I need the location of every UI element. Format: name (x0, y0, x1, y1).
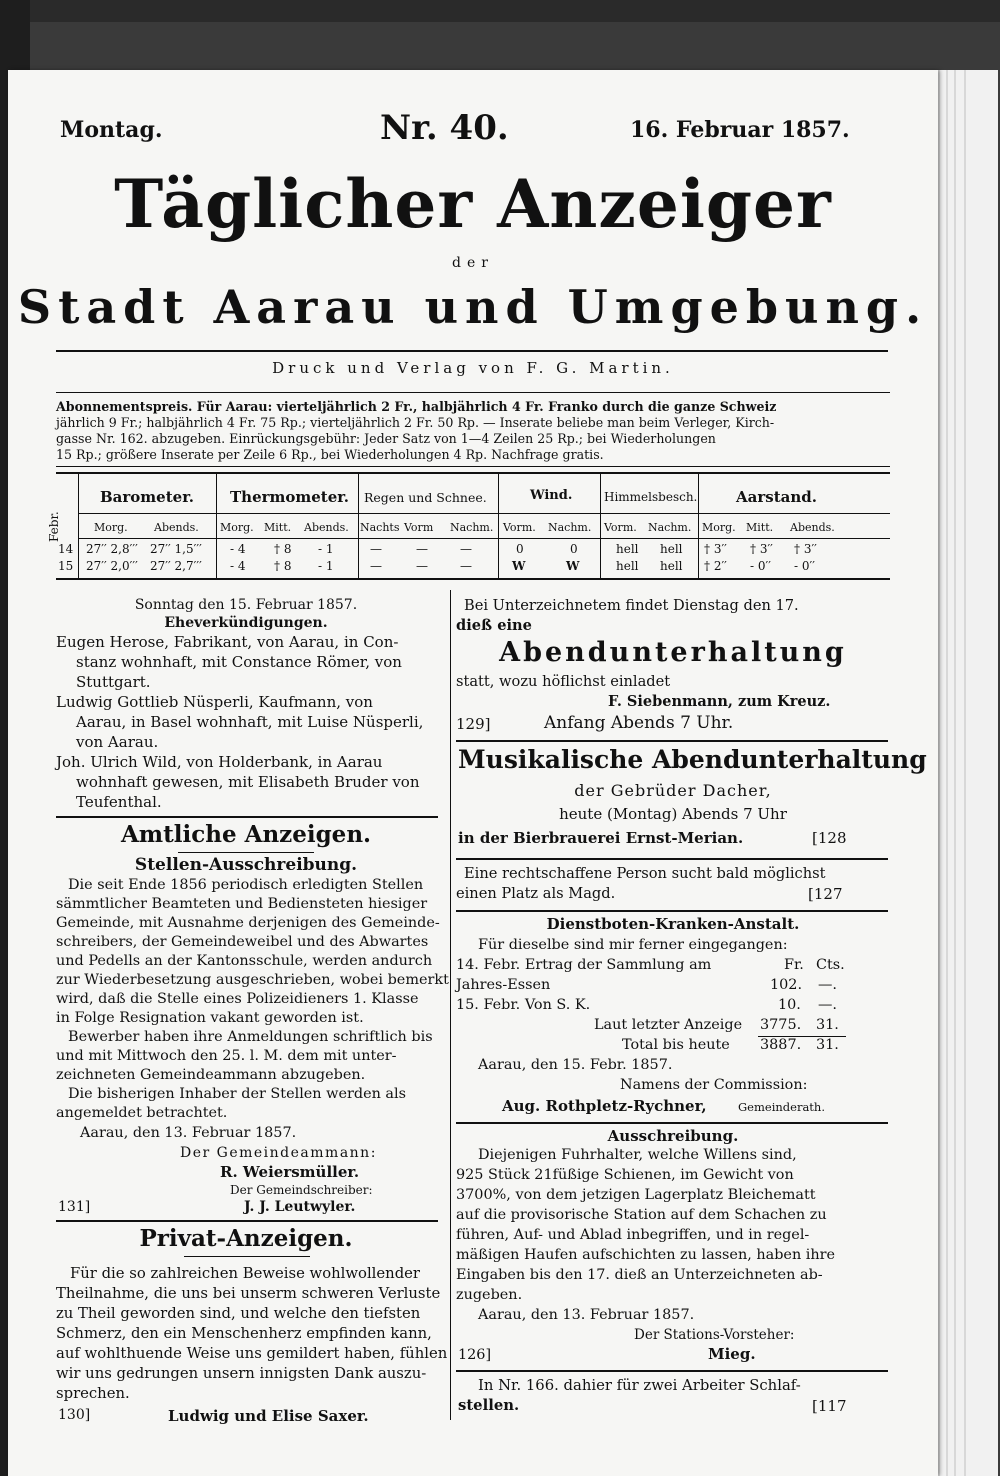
weather-sub-river-noon: Mitt. (746, 521, 774, 534)
tender-date: Aarau, den 13. Februar 1857. (478, 1307, 695, 1323)
section-rule (456, 858, 888, 860)
weather-header-barometer: Barometer. (100, 488, 194, 506)
newspaper-title: Täglicher Anzeiger (114, 165, 832, 243)
scan-background-top (0, 0, 1000, 22)
issue-number: Nr. 40. (380, 108, 509, 148)
weather-header-river: Aarstand. (736, 488, 817, 506)
weather-cell: † 3′′ (704, 542, 727, 556)
donation-francs: 3887. (760, 1037, 802, 1053)
servant-hospital-intro: Für dieselbe sind mir ferner eingegangen: (478, 937, 788, 953)
newspaper-subtitle: Stadt Aarau und Umgebung. (17, 280, 929, 334)
weather-cell: † 8 (274, 542, 292, 556)
weather-cell: 0 (570, 542, 578, 556)
masthead-rule (56, 350, 888, 352)
maid-notice-line-2: einen Platz als Magd. (456, 885, 616, 902)
job-posting-title: Stellen-Ausschreibung. (134, 855, 358, 875)
weather-side-label: Febr. (47, 511, 61, 542)
commission-signature: Aug. Rothpletz-Rychner, (502, 1097, 707, 1115)
weather-sub-sky-forenoon: Vorm. (604, 521, 637, 534)
weather-sub-baro-evening: Abends. (154, 521, 199, 534)
weather-cell: † 3′′ (750, 542, 773, 556)
maid-notice-line-1: Eine rechtschaffene Person sucht bald möglichst (464, 865, 826, 882)
section-rule (456, 1122, 888, 1124)
weather-header-sky: Himmelsbesch. (604, 490, 698, 504)
private-notices-title: Privat-Anzeigen. (139, 1225, 353, 1252)
notice-number: [127 (808, 885, 843, 903)
evening-invite: statt, wozu höflichst einladet (456, 673, 671, 690)
weather-header-thermometer: Thermometer. (230, 488, 350, 506)
donation-label: Jahres-Essen (456, 977, 551, 993)
lodging-notice-line-1: In Nr. 166. dahier für zwei Arbeiter Schlaf- (478, 1377, 801, 1394)
mayor-name: R. Weiersmüller. (220, 1163, 360, 1181)
weather-sub-therm-morning: Morg. (220, 521, 254, 534)
mayor-label: Der Gemeindeammann: (180, 1145, 377, 1161)
weather-cell: 27′′ 2,7′′′ (150, 559, 202, 573)
subscription-line-3: gasse Nr. 162. abzugeben. Einrückungsgebühr: Jeder Satz von 1—4 Zeilen 25 Rp.; bei Wiederholungen (56, 431, 716, 446)
commission-label: Namens der Commission: (620, 1077, 808, 1093)
donation-label: 15. Febr. Von S. K. (456, 997, 591, 1013)
weather-cell: — (460, 559, 472, 573)
donation-cents: —. (818, 977, 837, 993)
weather-cell: W (512, 559, 526, 573)
section-rule (456, 1370, 888, 1372)
notice-number: [128 (812, 829, 847, 847)
printer-line: Druck und Verlag von F. G. Martin. (272, 359, 674, 377)
section-rule (456, 910, 888, 912)
section-rule (56, 1220, 438, 1222)
donation-label: Total bis heute (622, 1037, 730, 1053)
servant-hospital-title: Dienstboten-Kranken-Anstalt. (546, 915, 800, 933)
notice-number: [117 (812, 1397, 847, 1415)
donation-label: Laut letzter Anzeige (594, 1017, 743, 1033)
title-underline (178, 852, 314, 853)
concert-line-2: heute (Montag) Abends 7 Uhr (559, 805, 787, 823)
tender-title: Ausschreibung. (607, 1127, 739, 1145)
title-underline (184, 1256, 310, 1257)
evening-intro-2: dieß eine (456, 617, 532, 634)
weather-cell: hell (660, 559, 683, 573)
subscription-line-1: Abonnementspreis. Für Aarau: vierteljährlich 2 Fr., halbjährlich 4 Fr. Franko durch die ganze Schweiz (56, 399, 777, 414)
subscription-line-4: 15 Rp.; größere Inserate per Zeile 6 Rp., bei Wiederholungen 4 Rp. Nachfrage gratis. (56, 447, 604, 462)
marriage-banns-title: Eheverkündigungen. (164, 615, 328, 631)
weather-cell: 27′′ 2,0′′′ (86, 559, 138, 573)
weekday: Montag. (60, 117, 163, 143)
weather-cell: - 4 (230, 559, 246, 573)
weather-header-rain: Regen und Schnee. (364, 490, 487, 505)
weather-cell: W (566, 559, 580, 573)
servant-hospital-date: Aarau, den 15. Febr. 1857. (478, 1057, 673, 1073)
section-rule (56, 816, 438, 818)
weather-cell: 27′′ 2,8′′′ (86, 542, 138, 556)
weather-sub-rain-afternoon: Nachm. (450, 521, 494, 534)
weather-sub-sky-afternoon: Nachm. (648, 521, 692, 534)
evening-intro-1: Bei Unterzeichnetem findet Dienstag den 17. (464, 597, 799, 614)
weather-cell: 27′′ 1,5′′′ (150, 542, 202, 556)
evening-title: Abendunterhaltung (499, 637, 847, 668)
weather-cell: † 2′′ (704, 559, 727, 573)
station-master-label: Der Stations-Vorsteher: (634, 1327, 795, 1343)
title-der: der (452, 255, 494, 271)
weather-cell: hell (660, 542, 683, 556)
subscription-top-rule (56, 392, 890, 393)
donation-cents: Cts. (816, 957, 845, 973)
subscription-line-2: jährlich 9 Fr.; halbjährlich 4 Fr. 75 Rp.; vierteljährlich 2 Fr. 50 Rp. — Inserate beliebe man beim Verleger, Kirch- (56, 415, 775, 430)
donation-cents: —. (818, 997, 837, 1013)
donation-francs: 102. (770, 977, 803, 993)
weather-cell: — (416, 542, 428, 556)
weather-cell: - 0′′ (750, 559, 771, 573)
weather-sub-river-evening: Abends. (790, 521, 835, 534)
section-rule (456, 740, 888, 742)
concert-title: Musikalische Abendunterhaltung (458, 745, 927, 774)
weather-sub-wind-forenoon: Vorm. (503, 521, 536, 534)
donation-cents: 31. (816, 1037, 839, 1053)
weather-cell: † 8 (274, 559, 292, 573)
clerk-label: Der Gemeindschreiber: (230, 1183, 373, 1197)
weather-sub-rain-forenoon: Vorm (404, 521, 434, 534)
official-notices-title: Amtliche Anzeigen. (120, 821, 372, 848)
weather-cell: — (460, 542, 472, 556)
weather-sub-therm-noon: Mitt. (264, 521, 292, 534)
issue-date: 16. Februar 1857. (630, 117, 850, 143)
column-divider (450, 590, 451, 1420)
weather-header-wind: Wind. (530, 488, 573, 503)
donation-label: 14. Febr. Ertrag der Sammlung am (456, 957, 712, 973)
subscription-bottom-rule (56, 466, 890, 467)
weather-cell: 14 (58, 542, 74, 556)
weather-cell: - 4 (230, 542, 246, 556)
notice-number: 129] (456, 715, 491, 733)
weather-cell: 0 (516, 542, 524, 556)
evening-start-time: Anfang Abends 7 Uhr. (544, 713, 734, 733)
private-notice-signature: Ludwig und Elise Saxer. (168, 1407, 369, 1425)
clerk-name: J. J. Leutwyler. (244, 1199, 356, 1215)
sunday-line: Sonntag den 15. Februar 1857. (134, 597, 358, 613)
weather-sub-wind-afternoon: Nachm. (548, 521, 592, 534)
donation-francs: 10. (778, 997, 801, 1013)
donation-francs: 3775. (760, 1017, 802, 1033)
station-master-name: Mieg. (708, 1345, 756, 1363)
weather-cell: hell (616, 559, 639, 573)
weather-sub-river-morning: Morg. (702, 521, 736, 534)
weather-cell: † 3′′ (794, 542, 817, 556)
weather-cell: - 0′′ (794, 559, 815, 573)
weather-cell: - 1 (318, 542, 334, 556)
weather-cell: — (416, 559, 428, 573)
notice-number: 130] (58, 1407, 91, 1423)
job-posting-date: Aarau, den 13. Februar 1857. (80, 1125, 297, 1141)
weather-sub-baro-morning: Morg. (94, 521, 128, 534)
weather-cell: hell (616, 542, 639, 556)
notice-number: 126] (458, 1347, 492, 1363)
weather-sub-therm-evening: Abends. (304, 521, 349, 534)
newspaper-page: Montag. Nr. 40. 16. Februar 1857. Täglicher Anzeiger der Stadt Aarau und Umgebung. Druck und Verlag von F. G. Martin. Abonnementspreis. Für Aarau: vierteljährlich 2 Fr., halbjährlich 4 Fr. Franko durch die ganze Schweiz jährlich 9 Fr.; halbjährlich 4 Fr. 75 Rp.; vierteljährlich 2 Fr. 50 Rp. — Inserate beliebe man beim Verleger, Kirch- gasse Nr. 162. abzugeben. Einrückungsgebühr: Jeder Satz von 1—4 Zeilen 25 Rp.; bei Wiederholungen 15 Rp.; größere Inserate per Zeile 6 Rp., bei Wiederholungen 4 Rp. Nachfrage gratis. Febr. Barometer. Thermometer. Regen und Schnee. Wind. Himmelsbesch. Aarstand. Morg. Abends. Morg. Mitt. Abends. Nachts Vorm Nachm. Vorm. Nachm. Vorm. Nachm. Morg. Mitt. Abends. 14 27′′ 2,8′′′ 27′′ 1,5′′′ - 4 † 8 - 1 — — — 0 0 hell hell † 3′′ † 3′′ † 3′′ 15 27′′ 2,0′′′ 27′′ 2,7′′′ - 4 † 8 - 1 — — — W W hell hell † 2′′ - 0′′ - 0′′ Sonntag den 15. Februar 1857. Eheverkündigungen. Eugen Herose, Fabrikant, von Aarau, in Con- stanz wohnhaft, mit Constance Römer, von Stuttgart. Ludwig Gottlieb Nüsperli, Kaufmann, von Aarau, in Basel wohnhaft, mit Luise Nüsperli, von Aarau. Joh. Ulrich Wild, von Holderbank, in Aarau wohnhaft gewesen, mit Elisabeth Bruder von Teufenthal. Amtliche Anzeigen. Stellen-Ausschreibung. Die seit Ende 1856 periodisch erledigten Stellen sämmtlicher Beamteten und Bediensteten hiesiger Gemeinde, mit Ausnahme derjenigen des Gemeinde- schreibers, der Gemeindeweibel und des Abwartes und Pedells an der Kantonsschule, werden andurch zur Wiederbesetzung ausgeschrieben, wobei bemerkt wird, daß die Stelle eines Polizeidieners 1. Klasse in Folge Resignation vakant geworden ist. Bewerber haben ihre Anmeldungen schriftlich bis und mit Mittwoch den 25. l. M. dem mit unter- zeichneten Gemeindeammann abzugeben. Die bisherigen Inhaber der Stellen werden als angemeldet betrachtet. Aarau, den 13. Februar 1857. Der Gemeindeammann: R. Weiersmüller. Der Gemeindschreiber: 131] J. J. Leutwyler. Privat-Anzeigen. Für die so zahlreichen Beweise wohlwollender Theilnahme, die uns bei unserm schweren Verluste zu Theil geworden sind, und welche den tiefsten Schmerz, den ein Menschenherz empfinden kann, auf wohlthuende Weise uns gemildert haben, fühlen wir uns gedrungen unsern innigsten Dank auszu- sprechen. 130] Ludwig und Elise Saxer. Bei Unterzeichnetem findet Dienstag den 17. dieß eine Abendunterhaltung statt, wozu höflichst einladet F. Siebenmann, zum Kreuz. 129] Anfang Abends 7 Uhr. Musikalische Abendunterhaltung der Gebrüder Dacher, heute (Montag) Abends 7 Uhr in der Bierbrauerei Ernst-Merian. [128 Eine rechtschaffene Person sucht bald möglichst einen Platz als Magd. [127 Dienstboten-Kranken-Anstalt. Für dieselbe sind mir ferner eingegangen: 14. Febr. Ertrag der Sammlung am Fr. Cts. Jahres-Essen 102. —. 15. Febr. Von S. K. 10. —. Laut letzter Anzeige 3775. 31. Total bis heute 3887. 31. Aarau, den 15. Febr. 1857. Namens der Commission: Aug. Rothpletz-Rychner, Gemeinderath. Ausschreibung. Diejenigen Fuhrhalter, welche Willens sind, 925 Stück 21füßige Schienen, im Gewicht von 3700%, von dem jetzigen Lagerplatz Bleichematt auf die provisorische Station auf dem Schachen zu führen, Auf- und Ablad inbegriffen, und in regel- mäßigen Haufen aufschichten zu lassen, haben ihre Eingaben bis den 17. dieß an Unterzeichneten ab- zugeben. Aarau, den 13. Februar 1857. Der Stations-Vorsteher: 126] Mieg. In Nr. 166. dahier für zwei Arbeiter Schlaf- stellen. [117 (8, 70, 938, 1476)
lodging-notice-line-2: stellen. (458, 1397, 520, 1414)
concert-line-3: in der Bierbrauerei Ernst-Merian. (458, 829, 744, 847)
weather-cell: — (370, 542, 382, 556)
donation-francs: Fr. (784, 957, 804, 973)
weather-cell: 15 (58, 559, 74, 573)
donation-cents: 31. (816, 1017, 839, 1033)
weather-cell: — (370, 559, 382, 573)
commission-role: Gemeinderath. (738, 1100, 825, 1114)
page-stack-edges (930, 70, 1000, 1476)
weather-cell: - 1 (318, 559, 334, 573)
notice-number: 131] (58, 1199, 91, 1215)
concert-line-1: der Gebrüder Dacher, (574, 781, 772, 800)
evening-signature: F. Siebenmann, zum Kreuz. (608, 693, 831, 710)
weather-sub-rain-night: Nachts (360, 521, 400, 534)
